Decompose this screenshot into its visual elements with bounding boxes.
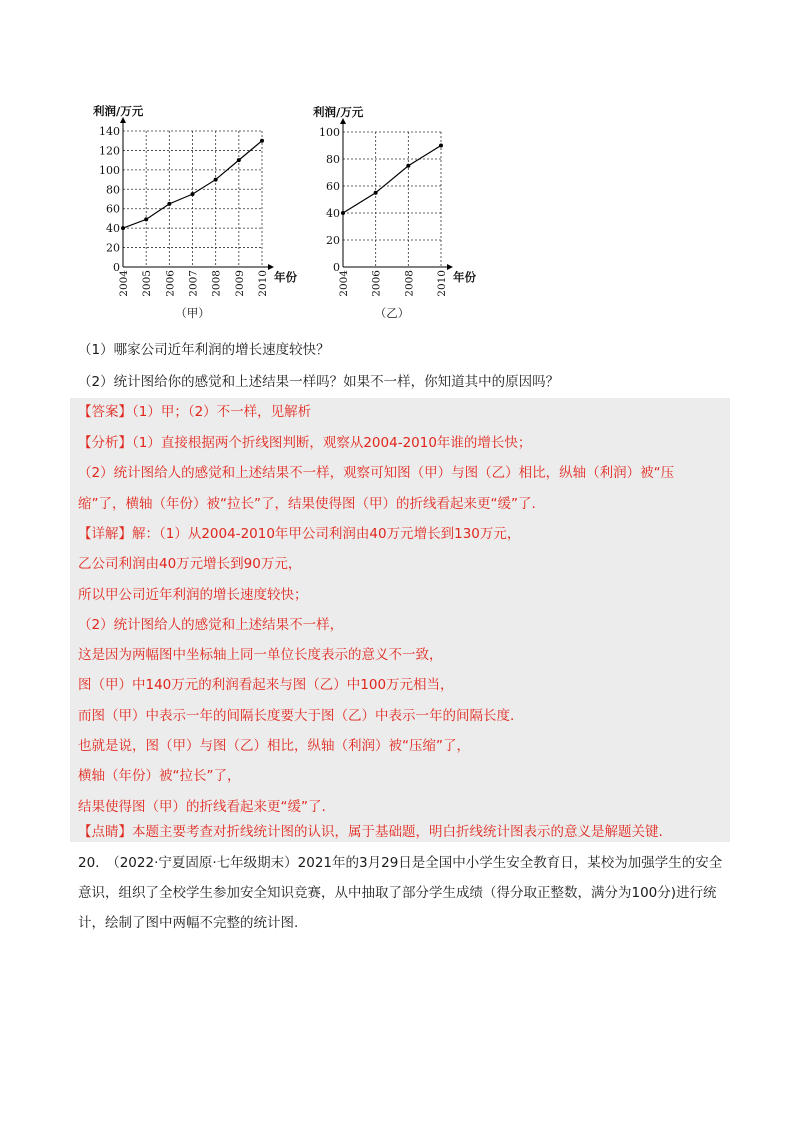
answer-line xyxy=(78,402,311,422)
analysis-line-2: （2）统计图给人的感觉和上述结果不一样，观察可知图（甲）与图（乙）相比，纵轴（利润）被“压 xyxy=(78,465,675,481)
data-point xyxy=(341,211,345,215)
y-tick-label: 0 xyxy=(113,261,120,274)
y-tick-label: 100 xyxy=(319,126,340,139)
x-tick-label: 2010 xyxy=(257,270,269,297)
data-point xyxy=(439,144,443,148)
y-tick-label: 140 xyxy=(99,125,120,138)
y-tick-label: 100 xyxy=(99,163,120,177)
data-point xyxy=(260,139,264,143)
data-point xyxy=(406,164,410,168)
analysis-text-1: （1）直接根据两个折线图判断，观察从2004-2010年谁的增长快； xyxy=(132,435,532,451)
analysis-line-1 xyxy=(78,433,531,453)
detail-line-3: 所以甲公司近年利润的增长速度较快； xyxy=(78,587,308,603)
detail-line-2: 乙公司利润由40万元增长到90万元， xyxy=(78,556,302,572)
question-20: 20. （2022·宁夏固原·七年级期末）2021年的3月29日是全国中小学生安全教育日，某校为加强学生的安全意识，组织了全校学生参加安全知识竞赛，从中抽取了部分学生成绩（得分取正整数，满分为100分)进行统计，绘制了图中两幅不完整的统计图. xyxy=(78,855,723,931)
detail-line-8: 也就是说，图（甲）与图（乙）相比，纵轴（利润）被“压缩”了， xyxy=(78,738,470,754)
detail-line-4: （2）统计图给人的感觉和上述结果不一样， xyxy=(78,617,344,633)
data-point xyxy=(144,217,148,221)
x-axis-title: 年份 xyxy=(274,270,297,284)
line-chart-jia xyxy=(88,100,297,329)
x-axis-title: 年份 xyxy=(453,270,476,284)
comment-line xyxy=(78,822,663,842)
data-point xyxy=(191,192,195,196)
comment-tag: 【点睛】 xyxy=(78,824,132,840)
detail-line-5: 这是因为两幅图中坐标轴上同一单位长度表示的意义不一致， xyxy=(78,647,443,663)
answer-tag: 【答案】 xyxy=(78,404,132,420)
detail-line-7: 而图（甲）中表示一年的间隔长度要大于图（乙）中表示一年的间隔长度. xyxy=(78,708,515,724)
comment-text: 本题主要考查对折线统计图的认识，属于基础题，明白折线统计图表示的意义是解题关键. xyxy=(132,824,663,840)
x-tick-label: 2008 xyxy=(403,270,416,297)
analysis-line-3: 缩”了，横轴（年份）被“拉长”了，结果使得图（甲）的折线看起来更“缓”了. xyxy=(78,496,536,512)
detail-text-1: 解：（1）从2004-2010年甲公司利润由40万元增长到130万元， xyxy=(132,526,521,542)
x-tick-label: 2006 xyxy=(370,270,383,297)
x-tick-label: 2009 xyxy=(233,270,246,297)
detail-line-6: 图（甲）中140万元的利润看起来与图（乙）中100万元相当， xyxy=(78,677,454,693)
data-point xyxy=(214,178,218,182)
x-tick-label: 2005 xyxy=(141,270,154,297)
y-tick-label: 20 xyxy=(106,241,120,255)
data-point xyxy=(374,191,378,195)
data-point xyxy=(237,158,241,162)
line-chart-yi xyxy=(310,100,480,329)
chart-jia-svg xyxy=(88,100,297,325)
detail-tag: 【详解】 xyxy=(78,526,132,542)
analysis-tag: 【分析】 xyxy=(78,435,132,451)
y-axis-title: 利润/万元 xyxy=(93,104,144,118)
x-tick-label: 2004 xyxy=(338,270,350,297)
detail-line-9: 横轴（年份）被“拉长”了， xyxy=(78,768,241,784)
x-tick-label: 2006 xyxy=(164,270,177,297)
x-tick-label: 2007 xyxy=(187,270,200,297)
chart-yi-svg xyxy=(310,100,480,325)
y-tick-label: 80 xyxy=(326,153,340,166)
data-point xyxy=(167,202,171,206)
y-tick-label: 120 xyxy=(99,144,120,158)
y-tick-label: 60 xyxy=(106,202,120,216)
y-tick-label: 60 xyxy=(326,180,340,193)
question-1: （1）哪家公司近年利润的增长速度较快？ xyxy=(78,342,330,358)
y-tick-label: 80 xyxy=(106,183,120,197)
answer-text: （1）甲；（2）不一样，见解析 xyxy=(132,404,312,420)
chart-caption: （乙） xyxy=(374,306,410,320)
y-axis-title: 利润/万元 xyxy=(313,105,364,119)
series-line xyxy=(343,146,441,214)
y-tick-label: 40 xyxy=(106,222,120,236)
y-tick-label: 20 xyxy=(326,234,340,247)
detail-line-10: 结果使得图（甲）的折线看起来更“缓”了. xyxy=(78,799,326,815)
y-tick-label: 40 xyxy=(326,207,340,220)
chart-caption: （甲） xyxy=(175,306,210,320)
x-tick-label: 2008 xyxy=(210,270,223,297)
x-tick-label: 2004 xyxy=(118,270,130,297)
data-point xyxy=(121,226,125,230)
question-2: （2）统计图给你的感觉和上述结果一样吗？如果不一样，你知道其中的原因吗？ xyxy=(78,374,560,390)
detail-line-1 xyxy=(78,524,520,544)
y-tick-label: 0 xyxy=(333,261,340,274)
x-tick-label: 2010 xyxy=(436,270,448,297)
